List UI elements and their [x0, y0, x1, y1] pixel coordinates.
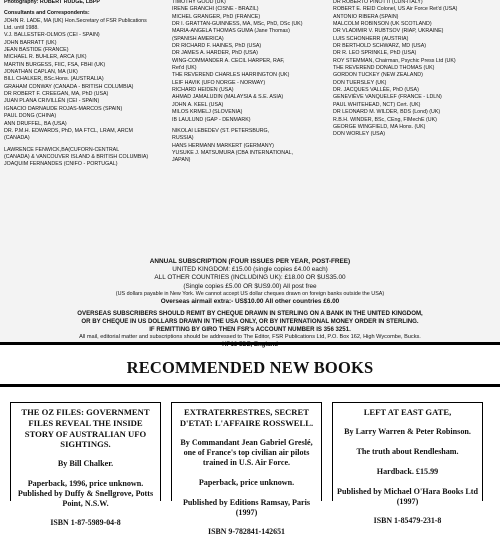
- correspondent-entry: WING-COMMANDER A. CECIL HARPER, RAF,: [172, 57, 285, 64]
- book-title: EXTRATERRESTRES, SECRET D'ETAT: L'AFFAIRE ROSSWELL.: [179, 407, 314, 428]
- book-isbn: ISBN 1-87-5989-04-8: [50, 518, 121, 528]
- correspondent-entry: MILOS KRMELJ (SLOVENIA): [172, 109, 243, 116]
- correspondent-entry: ROBERT E. REID Colonel, US Air Force Ret'd (USA): [333, 6, 458, 13]
- correspondent-entry: HANS HERMANN MARKERT (GERMANY): [172, 142, 274, 149]
- correspondent-entry: JAPAN): [172, 157, 191, 164]
- book-isbn: ISBN 1-85479-231-8: [373, 515, 442, 525]
- correspondent-entry: JEAN BASTIDE (FRANCE): [4, 47, 69, 54]
- correspondent-entry: LEIF HAVIK (UFO NORGE - NORWAY): [172, 79, 266, 86]
- correspondent-entry: GRAHAM CONWAY (CANADA - BRITISH COLUMBIA): [4, 83, 134, 90]
- correspondent-entry: TIMOTHY GOOD (UK): [172, 0, 226, 5]
- recommended-books-heading: RECOMMENDED NEW BOOKS: [126, 358, 374, 377]
- correspondent-entry: DR JAMES A. HARDER, PhD (USA): [172, 50, 258, 57]
- correspondent-entry: JOAQUIM FERNANDES (CNIFO - PORTUGAL): [4, 161, 118, 168]
- correspondents-column-2: [172, 0, 330, 165]
- correspondent-entry: NIKOLAI LEBEDEV (ST. PETERSBURG,: [172, 127, 270, 134]
- correspondent-entry: IRENE GRANCHI (CISNE - BRAZIL): [172, 6, 259, 13]
- correspondent-entry: IGNACIO DARNAUDE ROJAS-MARCOS (SPAIN): [4, 105, 123, 112]
- book-card: [10, 402, 161, 528]
- correspondent-entry: V.J. BALLESTER-OLMOS (CEI - SPAIN): [4, 32, 100, 39]
- subscription-line: UNITED KINGDOM: £15.00 (single copies £4.00 each): [172, 266, 328, 274]
- correspondent-entry: JOHN R. LADE, MA (UK) Hon.Secretary of FSR Publications: [4, 17, 147, 24]
- correspondent-entry: DON WORLEY (USA): [333, 131, 385, 138]
- correspondent-entry: DR LEONARD M. WILDER, BDS (Lond) (UK): [333, 109, 441, 116]
- correspondent-entry: DON TUERSLEY (UK): [333, 79, 387, 86]
- correspondent-entry: IB LAULUND (GAP - DENMARK): [172, 116, 251, 123]
- correspondent-entry: THE REVEREND CHARLES HARRINGTON (UK): [172, 72, 290, 79]
- book-details: By Bill Chalker. Paperback, 1996, price unknown. Published by Duffy & Snellgrove, Potts Point, N.S.W.: [17, 459, 154, 509]
- subscription-line: ALL OTHER COUNTRIES (INCLUDING UK): £18.00 OR $US35.00: [154, 274, 346, 282]
- subscription-line: All mail, editorial matter and subscriptions should be addressed to The Editor, FSR Publications Ltd, P.O. Box 162, High Wycombe, Bucks.: [79, 333, 421, 340]
- correspondent-entry: MARIA-ANGELA THOMAS GUMA (Jane Thomas): [172, 28, 290, 35]
- subscription-line: Overseas airmail extra:- US$10.00 All other countries £6.00: [160, 298, 340, 306]
- correspondent-entry: DR ROBERT F. CREEGAN, MA, PhD (USA): [4, 91, 109, 98]
- book-card: [332, 402, 483, 525]
- correspondent-entry: BILL CHALKER, BSc.Hons. (AUSTRALIA): [4, 76, 104, 83]
- book-card: [171, 402, 322, 536]
- correspondent-entry: MARTIN BURGESS, FIIC, FSA, FBHI (UK): [4, 61, 106, 68]
- correspondents-list: [4, 0, 496, 262]
- correspondent-entry: YUSUKE J. MATSUMURA (CBA INTERNATIONAL,: [172, 149, 294, 156]
- correspondent-entry: DR RICHARD F. HAINES, PhD (USA): [172, 43, 262, 50]
- subscription-line: OVERSEAS SUBSCRIBERS SHOULD REMIT BY CHEQUE DRAWN IN STERLING ON A BANK IN THE UNITED KINGDOM,: [77, 310, 423, 318]
- correspondent-entry: DR VLADIMIR V. RUBTSOV (RIAP, UKRAINE): [333, 28, 444, 35]
- correspondent-entry: (CANADA): [4, 135, 30, 142]
- correspondent-entry: DR BERTHOLD SCHWARZ, MD (USA): [333, 43, 426, 50]
- correspondent-entry: PAUL WHITEHEAD, NCT) Cert. (UK): [333, 101, 421, 108]
- correspondent-entry: JUAN PLANA CRIVILLÉN (CEI - SPAIN): [4, 98, 100, 105]
- correspondents-column-3: [333, 0, 497, 139]
- correspondent-entry: Ret'd (UK): [172, 65, 197, 72]
- correspondent-entry: DR. P.M.H. EDWARDS, PhD, MA FTCL, LRAM, ARCM: [4, 127, 133, 134]
- correspondent-entry: ROY STEMMAN, Chairman, Psychic Press Ltd (UK): [333, 57, 456, 64]
- correspondent-entry: AHMAD JAMALUDIN (MALAYSIA & S.E. ASIA): [172, 94, 284, 101]
- correspondent-entry: MICHAEL R. BUHLER, ARCA (UK): [4, 54, 87, 61]
- correspondent-entry: DR I. GRATTAN-GUINNESS, MA, MSc, PhD, DSc (UK): [172, 21, 303, 28]
- book-isbn: ISBN 9-782841-142651: [208, 526, 285, 536]
- correspondent-entry: Ltd. until 1988.: [4, 25, 39, 32]
- correspondent-entry: JOHN BARRATT (UK): [4, 39, 57, 46]
- correspondent-entry: LAWRENCE FENWICK,BA(CUFORN-CENTRAL: [4, 146, 120, 153]
- correspondent-entry: DR R. LEO SPRINKLE, PhD (USA): [333, 50, 417, 57]
- correspondent-entry: GENEVIÈVE VANQUELEF (FRANCE - LDLN): [333, 94, 442, 101]
- subscription-line: (Single copies £5.00 OR $US9.00) All post free: [183, 282, 317, 290]
- book-title: THE OZ FILES: GOVERNMENT FILES REVEAL THE INSIDE STORY OF AUSTRALIAN UFO SIGHTINGS.: [21, 407, 150, 450]
- correspondent-entry: MALCOLM ROBINSON (UK SCOTLAND): [333, 21, 432, 28]
- correspondent-entry: THE REVEREND DONALD THOMAS (UK): [333, 65, 435, 72]
- correspondent-entry: MICHEL GRANGER, PhD (FRANCE): [172, 13, 261, 20]
- correspondent-entry: LUIS SCHONHERR (AUSTRIA): [333, 35, 409, 42]
- correspondent-entry: PAUL DONG (CHINA): [4, 113, 57, 120]
- correspondent-entry: Consultants and Correspondents:: [4, 10, 90, 17]
- correspondent-entry: RUSSIA): [172, 135, 194, 142]
- subscription-line: ANNUAL SUBSCRIPTION (FOUR ISSUES PER YEAR, POST-FREE): [149, 258, 351, 265]
- correspondent-entry: DR ROBERTO PINOTTI (CUN-ITALY): [333, 0, 423, 5]
- correspondent-entry: R.B.H. WINDER, BSc, CEng, FIMechE (UK): [333, 116, 437, 123]
- divider-rule: [0, 342, 500, 345]
- correspondent-entry: Photography: ROBERT RUDGE, LBPP: [4, 0, 100, 5]
- correspondent-entry: DR. JACQUES VALLÉE, PhD (USA): [333, 87, 419, 94]
- correspondent-entry: GORDON TUCKEY (NEW ZEALAND): [333, 72, 423, 79]
- correspondent-entry: GEORGE WINGFIELD, MA Hons. (UK): [333, 123, 426, 130]
- correspondent-entry: ANN DRUFFEL, BA (USA): [4, 120, 67, 127]
- divider-rule: [0, 384, 500, 387]
- correspondent-entry: (CANADA) & VANCOUVER ISLAND & BRITISH COLUMBIA): [4, 153, 149, 160]
- correspondent-entry: JOHN A. KEEL (USA): [172, 101, 224, 108]
- subscription-line: IF REMITTING BY GIRO THEN FSR's ACCOUNT NUMBER IS 356 3251.: [149, 325, 351, 333]
- correspondent-entry: (SPANISH AMERICA): [172, 35, 224, 42]
- book-title: LEFT AT EAST GATE,: [363, 407, 452, 417]
- book-details: By Commandant Jean Gabriel Greslé, one of France's top civilian air pilots trained in U.S. Air Force. Paperback, price unknown. Published by Editions Ramsay, Paris (1997): [180, 437, 313, 517]
- correspondent-entry: RICHARD HEIDEN (USA): [172, 87, 234, 94]
- subscription-info: [4, 258, 496, 342]
- subscription-line: OR BY CHEQUE IN US DOLLARS DRAWN IN THE USA ONLY, OR BY INTERNATIONAL MONEY ORDER IN STERLING.: [81, 318, 419, 326]
- correspondent-entry: JONATHAN CAPLAN, MA (UK): [4, 69, 78, 76]
- correspondents-column-1: [4, 0, 176, 169]
- subscription-line: (US dollars payable in New York. We cannot accept US dollar cheques drawn on foreign banks outside the USA): [115, 290, 385, 297]
- correspondent-entry: ANTONIO RIBERA (SPAIN): [333, 13, 399, 20]
- book-details: By Larry Warren & Peter Robinson. The truth about Rendlesham. Hardback. £15.99 Published by Michael O'Hara Books Ltd (1997): [337, 426, 478, 506]
